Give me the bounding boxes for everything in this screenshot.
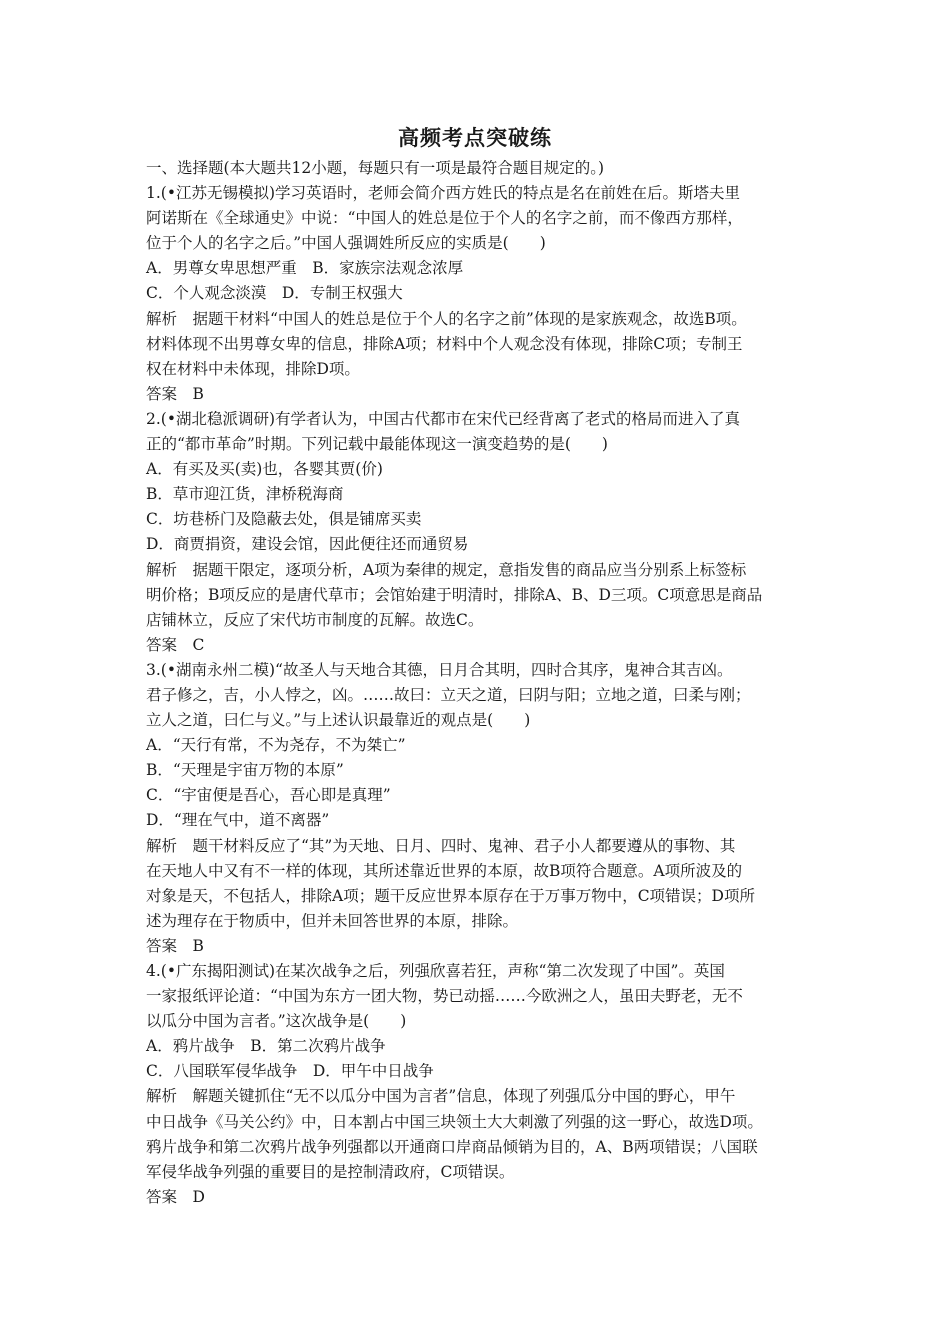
analysis-line: 鸦片战争和第二次鸦片战争列强都以开通商口岸商品倾销为目的，A、B两项错误；八国联 [146, 1137, 758, 1156]
answer-option: A．“天行有常，不为尧存，不为桀亡” [146, 736, 406, 755]
question-stem-line: 2.(•湖北稳派调研)有学者认为，中国古代都市在宋代已经背离了老式的格局而进入了真 [146, 409, 741, 428]
analysis-line: 权在材料中未体现，排除D项。 [146, 359, 360, 378]
answer-option: B．“天理是宇宙万物的本原” [146, 761, 344, 780]
analysis-line: 解析 解题关键抓住“无不以瓜分中国为言者”信息，体现了列强瓜分中国的野心，甲午 [146, 1087, 736, 1106]
question-stem-line: 1.(•江苏无锡模拟)学习英语时，老师会简介西方姓氏的特点是名在前姓在后。斯塔夫里 [146, 184, 741, 203]
answer-option: A．鸦片战争 B．第二次鸦片战争 [146, 1037, 386, 1056]
answer-option: B．草市迎江货，津桥税海商 [146, 485, 344, 504]
answer-option: A．有买及买(卖)也，各婴其贾(价) [146, 460, 383, 479]
section-header: 一、选择题(本大题共12小题，每题只有一项是最符合题目规定的。) [146, 159, 605, 177]
page-title: 高频考点突破练 [398, 126, 552, 150]
answer-key: 答案 B [146, 384, 204, 403]
analysis-line: 解析 据题干材料“中国人的姓总是位于个人的名字之前”体现的是家族观念，故选B项。 [146, 309, 747, 328]
answer-option: C．“宇宙便是吾心，吾心即是真理” [146, 786, 391, 805]
question-stem-line: 立人之道，曰仁与义。”与上述认识最靠近的观点是( ) [146, 711, 531, 730]
question-4 [146, 959, 811, 1210]
question-stem-line: 位于个人的名字之后。”中国人强调姓所反应的实质是( ) [146, 234, 546, 253]
answer-option: C．个人观念淡漠 D．专制王权强大 [146, 284, 403, 303]
analysis-line: 解析 据题干限定，逐项分析，A项为秦律的规定，意指发售的商品应当分别系上标签标 [146, 560, 747, 579]
answer-option: D．“理在气中，道不离器” [146, 811, 330, 830]
answer-option: A．男尊女卑思想严重 B．家族宗法观念浓厚 [146, 259, 464, 278]
answer-key: 答案 C [146, 635, 205, 654]
question-1 [146, 181, 811, 407]
answer-key: 答案 D [146, 1187, 205, 1206]
question-stem-line: 阿诺斯在《全球通史》中说：“中国人的姓总是位于个人的名字之前，而不像西方那样， [146, 209, 743, 228]
question-stem-line: 正的“都市革命”时期。下列记载中最能体现这一演变趋势的是( ) [146, 435, 608, 454]
answer-option: D．商贾捐资，建设会馆，因此便往还而通贸易 [146, 535, 469, 554]
answer-key: 答案 B [146, 936, 204, 955]
answer-option: C．八国联军侵华战争 D．甲午中日战争 [146, 1062, 434, 1081]
question-stem-line: 4.(•广东揭阳测试)在某次战争之后，列强欣喜若狂，声称“第二次发现了中国”。英国 [146, 962, 725, 980]
analysis-line: 材料体现不出男尊女卑的信息，排除A项；材料中个人观念没有体现，排除C项；专制王 [146, 334, 743, 353]
answer-option: C．坊巷桥门及隐蔽去处，俱是铺席买卖 [146, 510, 422, 529]
question-stem-line: 以瓜分中国为言者。”这次战争是( ) [146, 1012, 407, 1031]
analysis-line: 述为理存在于物质中，但并未回答世界的本原，排除。 [146, 911, 519, 930]
analysis-line: 在天地人中又有不一样的体现，其所述靠近世界的本原，故B项符合题意。A项所波及的 [146, 861, 743, 880]
analysis-line: 店铺林立，反应了宋代坊市制度的瓦解。故选C。 [146, 610, 484, 629]
document-body [146, 156, 811, 1210]
analysis-line: 明价格；B项反应的是唐代草市；会馆始建于明清时，排除A、B、D三项。C项意思是商品 [146, 585, 763, 604]
question-stem-line: 一家报纸评论道：“中国为东方一团大物，势已动摇……今欧洲之人，虽田夫野老，无不 [146, 987, 743, 1006]
question-2 [146, 407, 811, 658]
analysis-line: 对象是天，不包括人，排除A项；题干反应世界本原存在于万事万物中，C项错误；D项所 [146, 886, 755, 905]
question-3 [146, 658, 811, 959]
question-stem-line: 君子修之，吉，小人悖之，凶。……故曰：立天之道，曰阴与阳；立地之道，曰柔与刚； [146, 685, 751, 704]
analysis-line: 军侵华战争列强的重要目的是控制清政府，C项错误。 [146, 1162, 515, 1181]
analysis-line: 中日战争《马关公约》中，日本割占中国三块领土大大刺激了列强的这一野心，故选D项。 [146, 1112, 763, 1131]
question-stem-line: 3.(•湖南永州二模)“故圣人与天地合其德，日月合其明，四时合其序，鬼神合其吉凶。 [146, 660, 733, 679]
analysis-line: 解析 题干材料反应了“其”为天地、日月、四时、鬼神、君子小人都要遵从的事物、其 [146, 836, 736, 855]
